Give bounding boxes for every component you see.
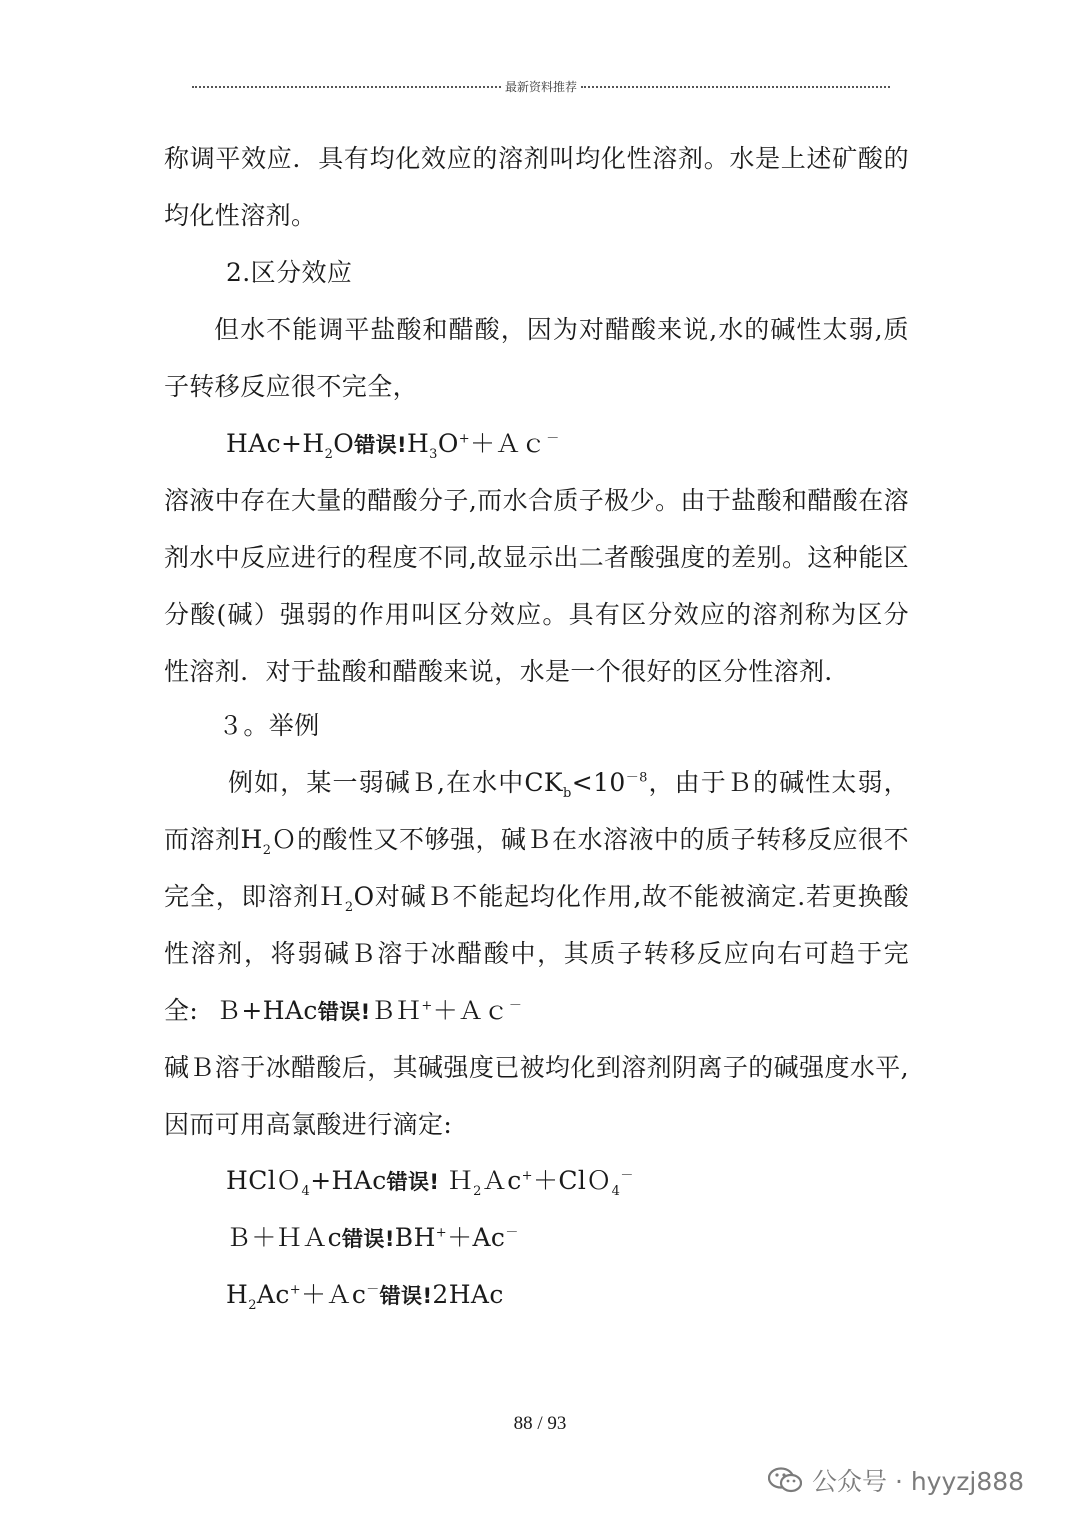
equation-hac-water: $HAc+H_2O$错误$!H_3O^++Ac^-$ <box>226 429 560 462</box>
watermark-text: 公众号 · hyyzj888 <box>812 1467 1025 1496</box>
paragraph-weak-base-example: 例如，某一弱碱Ｂ,在水中$CK_b<10^{-8}$，由于Ｂ的碱性太弱，而溶剂$H_2O$的酸性又不够强，碱Ｂ在水溶液中的质子转移反应很不完全，即溶剂Ｈ$_2$O对碱Ｂ不能起均化作用,故不能被滴定.若更换酸性溶剂，将弱碱Ｂ溶于冰醋酸中，其质子转移反应向右可趋于完全: <box>164 768 909 1025</box>
equation-neutralization: $H_2Ac^++Ac^-$错误!2HAc <box>226 1280 504 1313</box>
paragraph-leveling-effect: 称调平效应．具有均化效应的溶剂叫均化性溶剂。水是上述矿酸的均化性溶剂。 <box>164 144 909 230</box>
error-marker: 错误! <box>379 1284 433 1308</box>
equation-perchloric-acid: HClＯ$_4$+HAc错误! Ｈ$_2$Ａc+＋ClＯ$_4$－ <box>226 1166 634 1199</box>
paragraph-perchloric-titration: 碱Ｂ溶于冰醋酸后，其碱强度已被均化到溶剂阴离子的碱强度水平,因而可用高氯酸进行滴定: <box>164 1053 909 1139</box>
page-header <box>192 76 890 96</box>
section-heading-differentiating-effect: 2.区分效应 <box>226 258 353 287</box>
header-title: 最新资料推荐 <box>505 79 578 94</box>
equation-base-acetic: Ｂ＋ＨＡc错误!BH+＋Ac－ <box>226 1223 519 1252</box>
equation-base-hac: Ｂ+HAc错误!ＢＨ+＋Ａｃ－ <box>216 996 523 1025</box>
error-marker: 错误! <box>317 1000 371 1024</box>
error-marker: 错误! <box>386 1170 440 1194</box>
error-marker: 错误! <box>342 1227 395 1251</box>
page-number: 88 / 93 <box>513 1413 567 1434</box>
header-dots-right <box>581 86 890 88</box>
section-heading-example: ３。举例 <box>218 711 320 740</box>
paragraph-water-not-leveling: 但水不能调平盐酸和醋酸，因为对醋酸来说,水的碱性太弱,质子转移反应很不完全， <box>164 315 909 401</box>
header-dots-left <box>192 86 501 88</box>
wechat-icon <box>768 1467 802 1493</box>
wechat-watermark <box>768 1462 1024 1498</box>
paragraph-differentiating-solvent: 溶液中存在大量的醋酸分子,而水合质子极少。由于盐酸和醋酸在溶剂水中反应进行的程度不同,故显示出二者酸强度的差别。这种能区分酸(碱）强弱的作用叫区分效应。具有区分效应的溶剂称为区分性溶剂．对于盐酸和醋酸来说，水是一个很好的区分性溶剂． <box>164 486 909 686</box>
error-marker: 错误! <box>354 433 407 457</box>
